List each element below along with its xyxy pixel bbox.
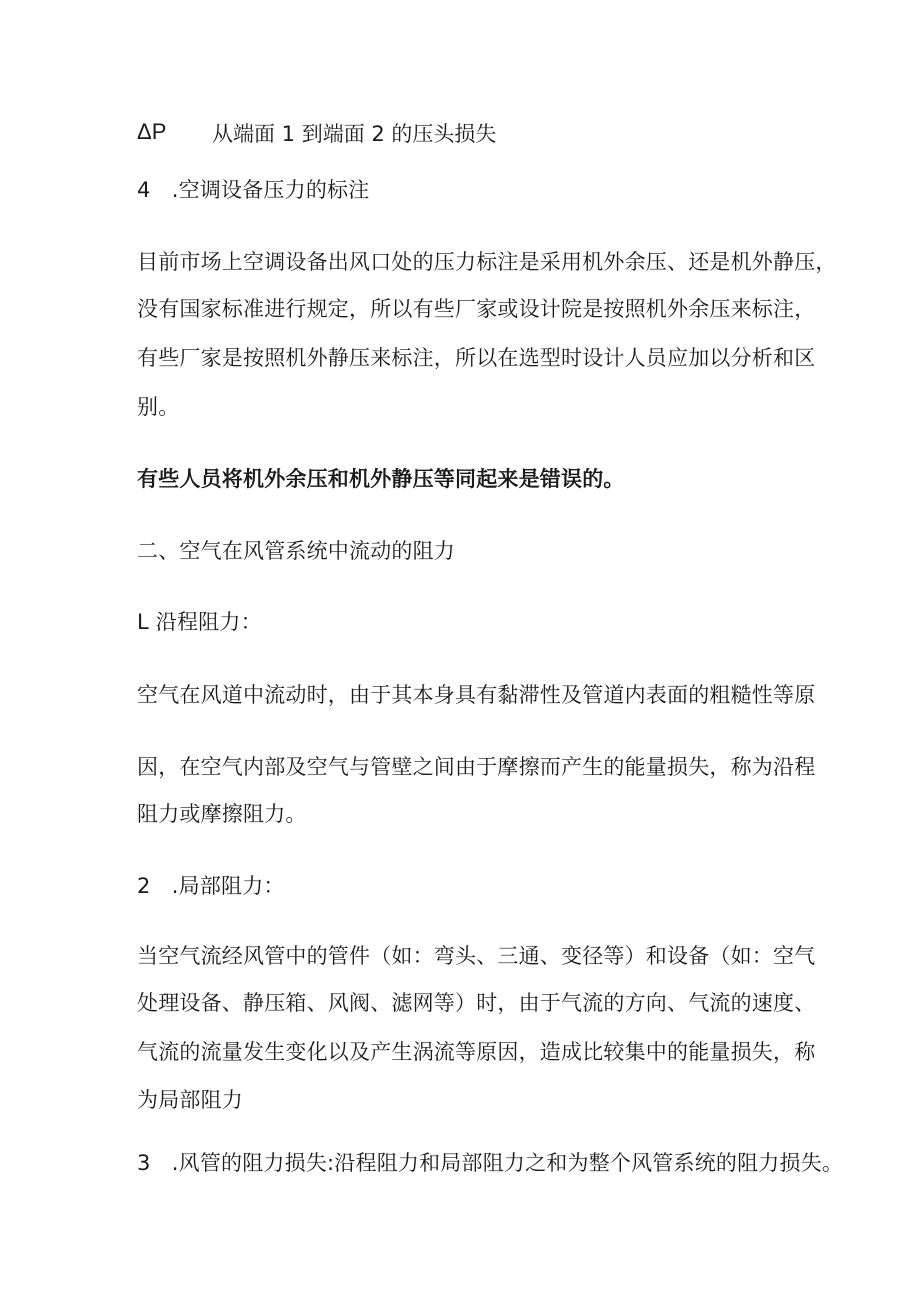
item2-line-4: 为局部阻力 (137, 1088, 243, 1112)
delta-p-description: 从端面 1 到端面 2 的压头损失 (212, 122, 497, 146)
section4-para-line-2: 没有国家标准进行规定，所以有些厂家或设计院是按照机外余压来标注， (137, 297, 816, 321)
item1-line-1: 空气在风道中流动时，由于其本身具有黏滞性及管道内表面的粗糙性等原 (137, 683, 816, 707)
item1-line-3: 阻力或摩擦阻力。 (137, 802, 307, 826)
section4-para-line-4: 别。 (137, 395, 180, 419)
delta-p-symbol: ΔP (137, 119, 167, 144)
section4-para-line-1: 目前市场上空调设备出风口处的压力标注是采用机外余压、还是机外静压， (137, 250, 837, 274)
item2-heading: 2 .局部阻力： (137, 874, 285, 898)
item1-heading: L 沿程阻力： (137, 610, 262, 634)
section4-para-line-3: 有些厂家是按照机外静压来标注，所以在选型时设计人员应加以分析和区 (137, 346, 816, 370)
item2-line-3: 气流的流量发生变化以及产生涡流等原因，造成比较集中的能量损失，称 (137, 1040, 816, 1064)
item2-line-2: 处理设备、静压箱、风阀、滤网等）时，由于气流的方向、气流的速度、 (137, 991, 816, 1015)
section4-heading: 4 .空调设备压力的标注 (137, 178, 370, 202)
item3-heading: 3 .风管的阻力损失:沿程阻力和局部阻力之和为整个风管系统的阻力损失。 (137, 1151, 844, 1175)
section4-bold-note: 有些人员将机外余压和机外静压等同起来是错误的。 (137, 467, 625, 491)
section-two-heading: 二、空气在风管系统中流动的阻力 (137, 539, 455, 563)
item1-line-2: 因，在空气内部及空气与管壁之间由于摩擦而产生的能量损失，称为沿程 (137, 755, 816, 779)
item2-line-1: 当空气流经风管中的管件（如：弯头、三通、变径等）和设备（如：空气 (137, 944, 816, 968)
